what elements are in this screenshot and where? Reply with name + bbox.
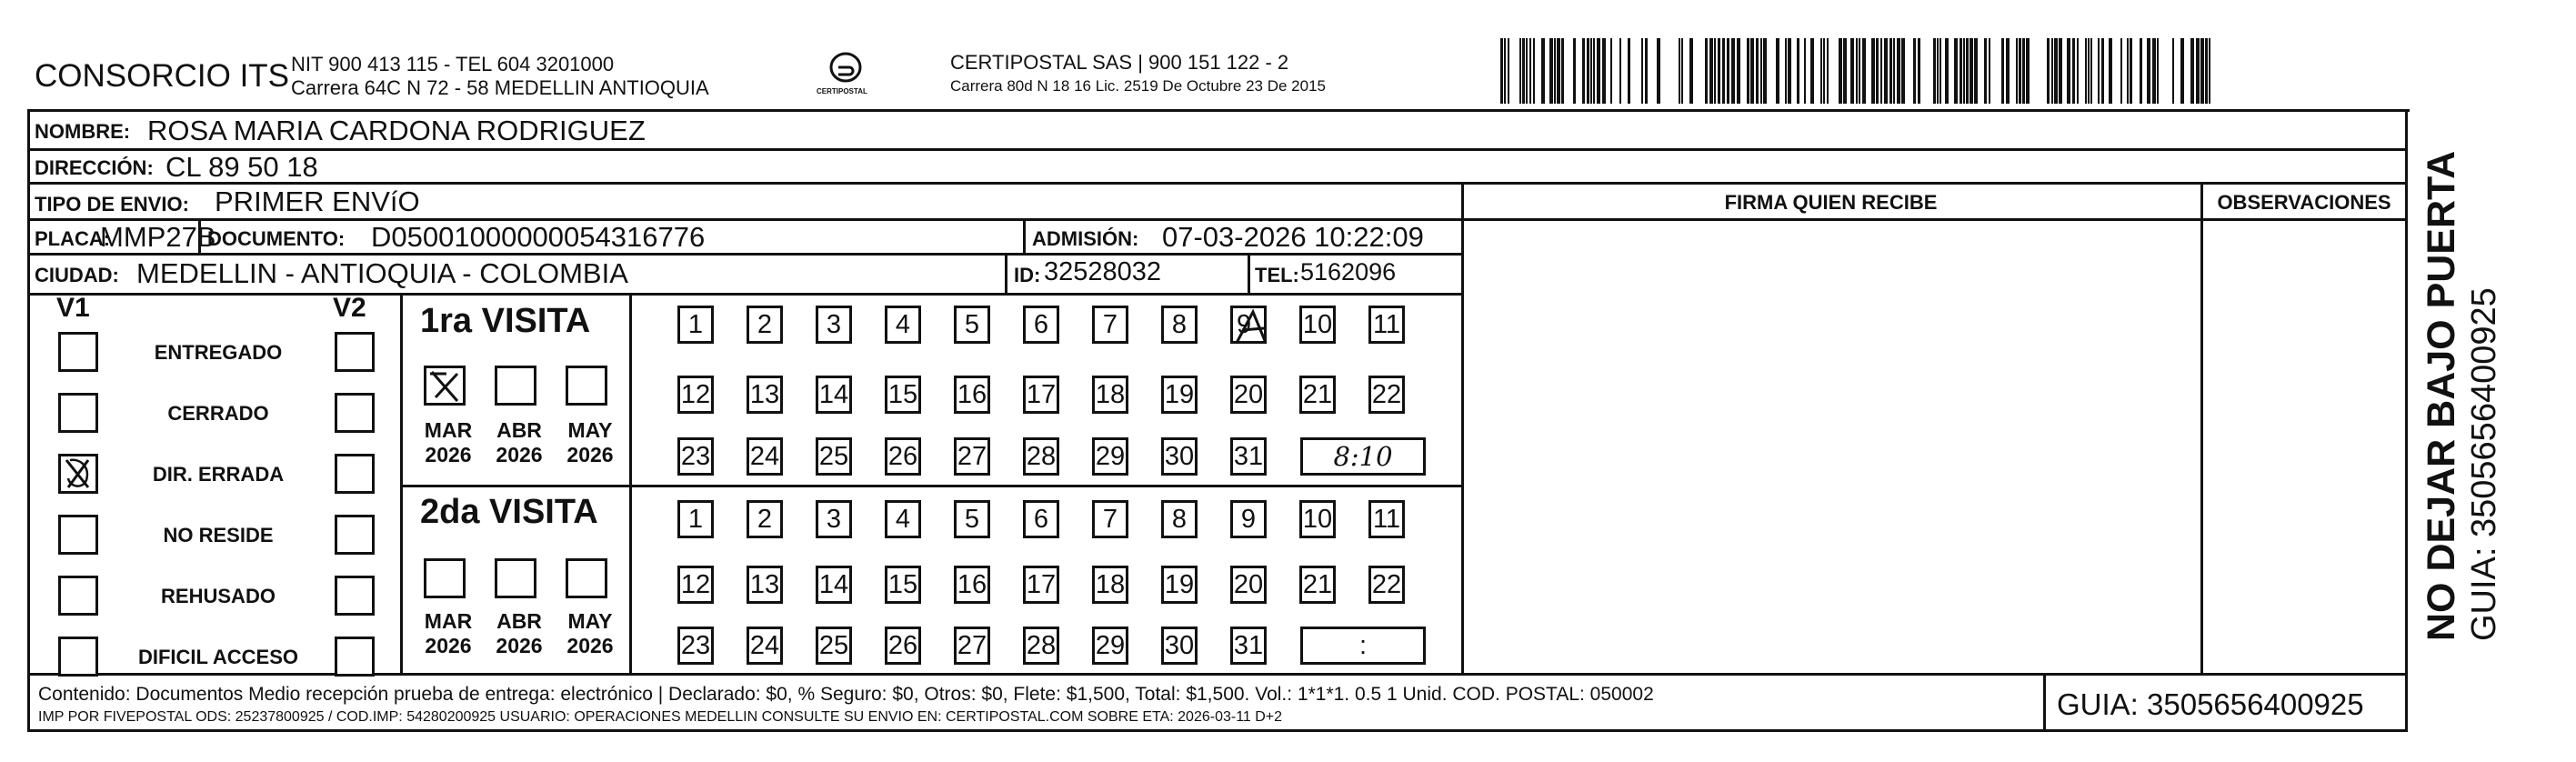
day-box[interactable]: 29 [1092,627,1128,665]
day-box[interactable]: 11 [1368,306,1405,344]
tel-label: TEL: [1255,264,1299,286]
day-box[interactable]: 24 [747,627,783,665]
second-visit-title: 2da VISITA [420,493,598,531]
tel-value: 5162096 [1300,258,1397,286]
day-box[interactable]: 28 [1023,437,1059,476]
tipo-label: TIPO DE ENVIO: [35,193,189,216]
day-box[interactable]: 19 [1161,566,1198,604]
day-box[interactable]: 8 [1161,306,1198,344]
v1-checkbox[interactable] [58,515,98,555]
day-box[interactable]: 9 [1230,500,1267,538]
day-box[interactable]: 6 [1023,306,1059,344]
day-box[interactable]: 13 [747,376,783,414]
day-box[interactable]: 12 [677,376,714,414]
direccion-label: DIRECCIÓN: [35,156,154,179]
v2-checkbox[interactable] [335,637,375,677]
day-box[interactable]: 23 [677,437,714,476]
day-box[interactable]: 18 [1092,566,1128,604]
company-nit-tel: NIT 900 413 115 - TEL 604 3201000 [291,53,615,75]
day-box[interactable]: 19 [1161,376,1198,414]
day-box[interactable]: 7 [1092,306,1128,344]
day-box[interactable]: 10 [1299,500,1336,538]
day-box[interactable]: 24 [747,437,783,476]
status-label: CERRADO [167,402,269,425]
day-box[interactable]: 21 [1299,566,1336,604]
month-checkbox[interactable] [495,558,536,598]
firma-area[interactable] [1464,221,2200,673]
day-box[interactable]: 5 [954,500,990,538]
day-box[interactable]: 15 [885,566,921,604]
month-label: MAY [567,609,613,633]
day-box[interactable]: 25 [816,627,852,665]
day-box[interactable]: 11 [1368,500,1405,538]
documento-value: D05001000000054316776 [371,221,706,253]
day-box[interactable]: 27 [954,627,990,665]
side-guia-text: GUIA: 3505656400925 [2465,287,2503,641]
day-box[interactable]: 21 [1299,376,1336,414]
month-label: ABR [496,609,542,633]
month-year: 2026 [496,443,543,466]
status-label: NO RESIDE [163,524,274,546]
day-box[interactable]: 2 [747,306,783,344]
month-label: ABR [496,418,542,442]
documento-label: DOCUMENTO: [207,227,346,250]
day-box[interactable]: 4 [885,306,921,344]
tipo-value: PRIMER ENVíO [215,185,420,217]
day-box[interactable]: 22 [1368,376,1405,414]
month-label: MAR [424,609,473,633]
footer-content-line: Contenido: Documentos Medio recepción prueba de entrega: electrónico | Declarado: $0, % Seguro: $0, Otros: $0, Flete: $1,500, Total: $1,500. Vol.: 1*1*1. 0.5 1 Unid. COD. POSTAL: 050002 [38,684,1654,705]
certipostal-line1: CERTIPOSTAL SAS | 900 151 122 - 2 [950,51,1289,74]
day-box[interactable]: 15 [885,376,921,414]
day-box[interactable]: 17 [1023,376,1059,414]
v1-checkbox[interactable] [58,332,98,372]
day-box[interactable]: 9 [1230,306,1267,344]
day-box[interactable]: 12 [677,566,714,604]
id-label: ID: [1014,264,1041,286]
admision-label: ADMISIÓN: [1032,227,1139,250]
day-box[interactable]: 16 [954,376,990,414]
day-box[interactable]: 30 [1161,627,1198,665]
day-box[interactable]: 8 [1161,500,1198,538]
day-box[interactable]: 3 [816,500,852,538]
day-box[interactable]: 31 [1230,437,1267,476]
firma-header: FIRMA QUIEN RECIBE [1724,191,1938,214]
day-box[interactable]: 7 [1092,500,1128,538]
v1-checkbox[interactable] [58,393,98,433]
ciudad-value: MEDELLIN - ANTIOQUIA - COLOMBIA [136,257,628,289]
nombre-label: NOMBRE: [35,120,131,143]
month-year: 2026 [425,443,472,466]
observaciones-header: OBSERVACIONES [2217,191,2391,214]
day-box[interactable]: 5 [954,306,990,344]
day-box[interactable]: 16 [954,566,990,604]
day-box[interactable]: 20 [1230,566,1267,604]
nombre-value: ROSA MARIA CARDONA RODRIGUEZ [147,115,646,146]
v2-checkbox[interactable] [335,454,375,494]
month-year: 2026 [496,634,543,657]
day-box[interactable]: 26 [885,627,921,665]
day-box[interactable]: 25 [816,437,852,476]
side-warning [2419,150,2504,641]
certipostal-logo [818,47,873,102]
day-box[interactable]: 10 [1299,306,1336,344]
month-year: 2026 [566,634,614,657]
month-year: 2026 [425,634,472,657]
placa-label: PLACA: [35,227,111,250]
month-label: MAR [424,418,473,442]
v2-checkbox[interactable] [335,332,375,372]
month-checkbox[interactable] [424,558,466,598]
v1-checkbox[interactable] [58,576,98,616]
day-box[interactable]: 18 [1092,376,1128,414]
month-checkbox[interactable] [566,558,607,598]
day-box[interactable]: 4 [885,500,921,538]
time-box[interactable]: : [1300,627,1426,665]
company-address: Carrera 64C N 72 - 58 MEDELLIN ANTIOQUIA [291,76,709,99]
barcode [1500,38,2228,104]
status-label: REHUSADO [161,585,276,607]
status-label: DIR. ERRADA [152,463,285,486]
day-box[interactable]: 20 [1230,376,1267,414]
company-name: CONSORCIO ITS [35,58,290,94]
footer-guia: GUIA: 3505656400925 [2057,687,2364,721]
month-checkbox[interactable] [566,366,607,406]
status-label: ENTREGADO [154,341,283,364]
ciudad-label: CIUDAD: [35,264,119,286]
day-box[interactable]: 1 [677,500,714,538]
day-box[interactable]: 28 [1023,627,1059,665]
day-box[interactable]: 30 [1161,437,1198,476]
day-box[interactable]: 14 [816,376,852,414]
day-box[interactable]: 17 [1023,566,1059,604]
footer-print-line: IMP POR FIVEPOSTAL ODS: 25237800925 / COD.IMP: 54280200925 USUARIO: OPERACIONES MEDELLIN CONSULTE SU ENVIO EN: CERTIPOSTAL.COM SOBRE ETA: 2026-03-11 D+2 [38,709,1283,725]
id-value: 32528032 [1044,257,1162,286]
day-box[interactable]: 6 [1023,500,1059,538]
certipostal-line2: Carrera 80d N 18 16 Lic. 2519 De Octubre 23 De 2015 [950,77,1326,95]
v1-checkbox[interactable] [58,454,98,494]
v2-checkbox[interactable] [335,576,375,616]
direccion-value: CL 89 50 18 [165,151,318,183]
month-checkbox[interactable] [495,366,536,406]
time-box[interactable]: 8:10 [1300,437,1426,476]
placa-value: MMP27B [100,221,216,253]
status-label: DIFICIL ACCESO [137,646,298,668]
day-box[interactable]: 13 [747,566,783,604]
admision-value: 07-03-2026 10:22:09 [1162,221,1424,253]
day-box[interactable]: 22 [1368,566,1405,604]
v2-checkbox[interactable] [335,515,375,555]
day-box[interactable]: 27 [954,437,990,476]
day-box[interactable]: 3 [816,306,852,344]
v1-checkbox[interactable] [58,637,98,677]
logo-text: CERTIPOSTAL [817,87,867,95]
day-box[interactable]: 31 [1230,627,1267,665]
v2-label: V2 [333,293,366,323]
day-box[interactable]: 26 [885,437,921,476]
v1-label: V1 [56,293,90,323]
first-visit-title: 1ra VISITA [420,302,591,340]
side-warning-text: NO DEJAR BAJO PUERTA [2420,150,2463,641]
observaciones-area[interactable] [2203,221,2405,673]
day-box[interactable]: 14 [816,566,852,604]
v2-checkbox[interactable] [335,393,375,433]
month-checkbox[interactable] [424,366,466,406]
month-label: MAY [567,418,613,442]
day-box[interactable]: 29 [1092,437,1128,476]
day-box[interactable]: 1 [677,306,714,344]
day-box[interactable]: 2 [747,500,783,538]
month-year: 2026 [566,443,614,466]
day-box[interactable]: 23 [677,627,714,665]
